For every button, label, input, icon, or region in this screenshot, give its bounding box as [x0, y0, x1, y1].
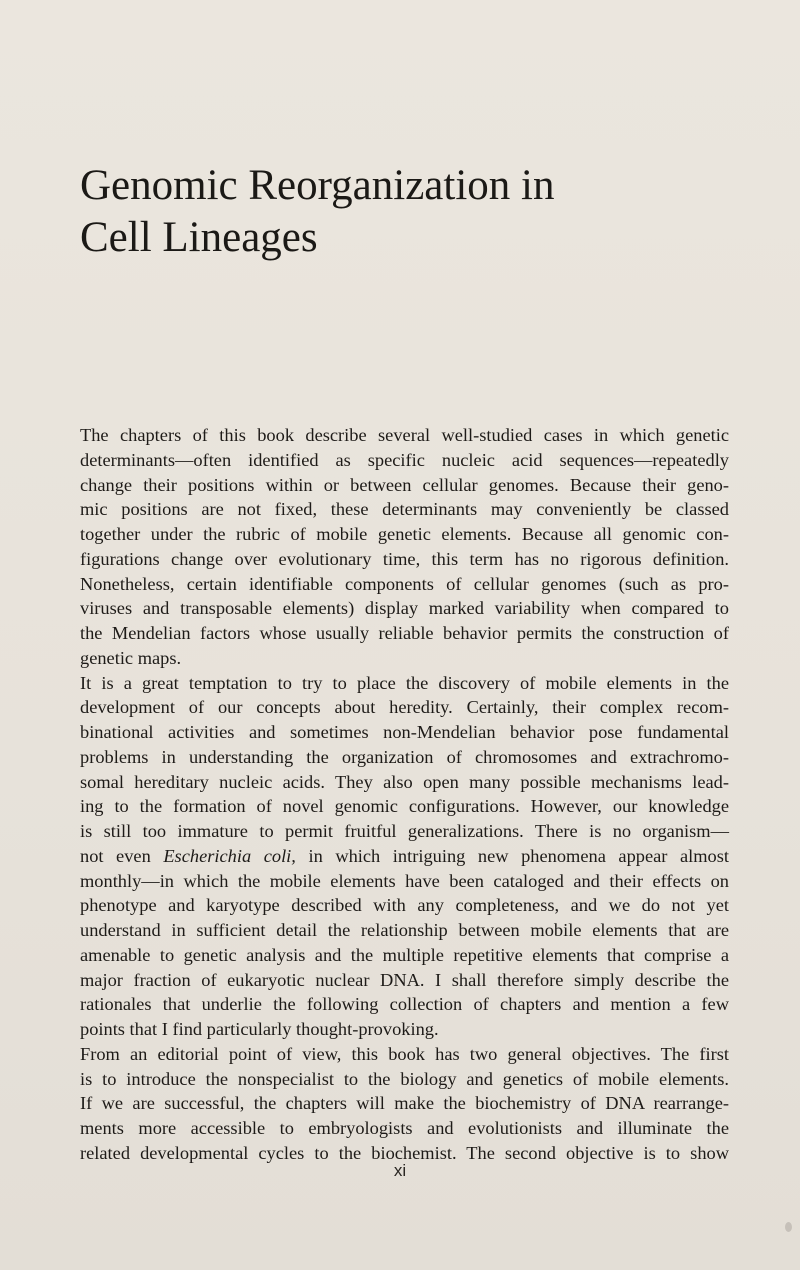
text-line: figurations change over evolutionary time, this term has no rigorous definition. — [80, 548, 729, 569]
chapter-title-line-1: Genomic Reorganization in — [80, 162, 555, 209]
paragraph-2 — [80, 671, 729, 1042]
text-line: From an editorial point of view, this book has two general objectives. The first — [80, 1043, 729, 1064]
text-line: viruses and transposable elements) display marked variability when compared to — [80, 598, 729, 619]
text-line: phenotype and karyotype described with any completeness, and we do not yet — [80, 895, 729, 916]
text-line: mic positions are not fixed, these determinants may conveniently be classed — [80, 499, 729, 520]
text-line: points that I find particularly thought-provoking. — [80, 1019, 439, 1039]
text-line: change their positions within or between cellular genomes. Because their geno- — [80, 474, 729, 495]
text-line: together under the rubric of mobile genetic elements. Because all genomic con- — [80, 524, 729, 544]
text-line: determinants—often identified as specific nucleic acid sequences—repeatedly — [80, 449, 729, 470]
text-line: major fraction of eukaryotic nuclear DNA. I shall therefore simply describe the — [80, 969, 729, 990]
text-line: the Mendelian factors whose usually reliable behavior permits the construction of — [80, 623, 729, 643]
body-text — [80, 423, 729, 1166]
paper-speck — [785, 1222, 792, 1232]
text-line-with-italic — [80, 844, 729, 869]
text-line: somal hereditary nucleic acids. They also open many possible mechanisms lead- — [80, 771, 729, 792]
text-line: Nonetheless, certain identifiable components of cellular genomes (such as pro- — [80, 573, 729, 594]
species-name: Escherichia coli, — [163, 845, 296, 866]
chapter-title-line-2: Cell Lineages — [80, 214, 318, 261]
text-line: is still too immature to permit fruitful generalizations. There is no organism— — [80, 821, 729, 841]
paragraph-1 — [80, 423, 729, 671]
text-line: rationales that underlie the following collection of chapters and mention a few — [80, 994, 729, 1015]
text-line: ing to the formation of novel genomic configurations. However, our knowledge — [80, 796, 729, 817]
page-number: xi — [393, 1161, 407, 1180]
paragraph-3 — [80, 1042, 729, 1166]
text-line: The chapters of this book describe several well-studied cases in which genetic — [80, 425, 729, 445]
text-line: related developmental cycles to the biochemist. The second objective is to show — [80, 1142, 729, 1163]
text-line: is to introduce the nonspecialist to the biology and genetics of mobile elements. — [80, 1068, 729, 1089]
text-line: If we are successful, the chapters will make the biochemistry of DNA rearrange- — [80, 1093, 729, 1114]
text-line: binational activities and sometimes non-Mendelian behavior pose fundamental — [80, 722, 729, 742]
text-run: not even — [80, 845, 164, 866]
text-line: problems in understanding the organization of chromosomes and extrachromo- — [80, 746, 729, 767]
text-line: monthly—in which the mobile elements have been cataloged and their effects on — [80, 870, 729, 891]
text-line: ments more accessible to embryologists and evolutionists and illuminate the — [80, 1118, 729, 1138]
text-line: amenable to genetic analysis and the multiple repetitive elements that comprise a — [80, 944, 729, 965]
text-line: It is a great temptation to try to place the discovery of mobile elements in the — [80, 672, 729, 693]
chapter-title — [80, 160, 720, 264]
text-line: understand in sufficient detail the relationship between mobile elements that are — [80, 920, 729, 940]
text-run: in which intriguing new phenomena appear almost — [295, 845, 729, 866]
text-line: genetic maps. — [80, 647, 182, 668]
text-line: development of our concepts about heredity. Certainly, their complex recom- — [80, 697, 729, 718]
